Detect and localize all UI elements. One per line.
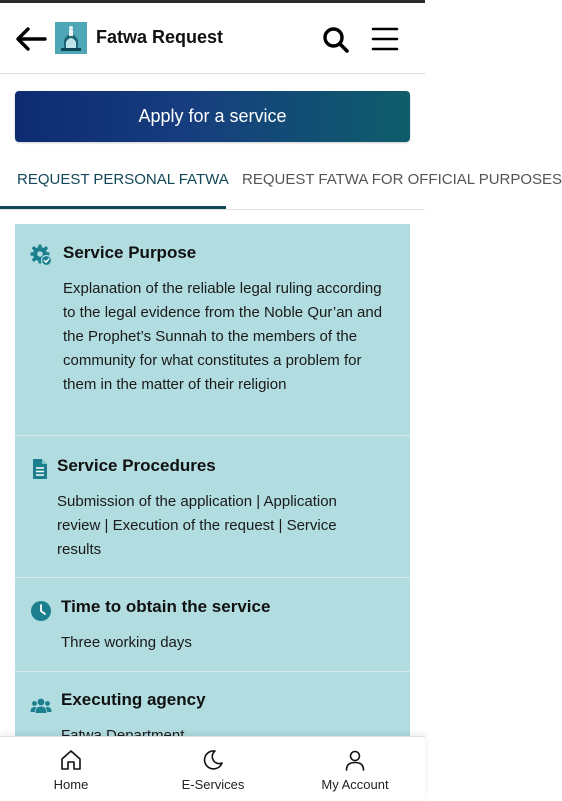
nav-my-account-label: My Account xyxy=(321,777,389,792)
app-logo xyxy=(55,22,87,54)
users-icon xyxy=(30,694,52,716)
apply-for-service-button[interactable]: Apply for a service xyxy=(15,91,410,142)
tab-official-fatwa[interactable]: REQUEST FATWA FOR OFFICIAL PURPOSES xyxy=(242,170,562,188)
page-title: Fatwa Request xyxy=(96,27,224,47)
menu-button[interactable] xyxy=(370,25,400,53)
service-procedures-title: Service Procedures xyxy=(57,456,216,475)
bottom-navigation xyxy=(0,736,425,800)
gear-check-icon xyxy=(30,244,52,266)
document-icon xyxy=(29,458,51,480)
hamburger-menu-icon xyxy=(370,25,400,53)
back-button[interactable] xyxy=(14,25,48,53)
service-purpose-text: Explanation of the reliable legal ruling according to the legal evidence from the Noble Qur’an and the Prophet’s Sunnah to the members of the community for what constitutes a problem for them in the matter of their religion xyxy=(63,280,383,393)
user-icon xyxy=(343,748,367,772)
service-details-card xyxy=(15,224,410,736)
executing-agency-title: Executing agency xyxy=(61,690,206,709)
service-procedures-text: Submission of the application | Application review | Execution of the request | Service results xyxy=(57,493,337,558)
home-icon xyxy=(59,748,83,772)
service-time-title: Time to obtain the service xyxy=(61,597,271,616)
arrow-left-icon xyxy=(14,25,48,53)
search-icon xyxy=(321,25,351,55)
clock-icon xyxy=(30,600,52,622)
service-purpose-title: Service Purpose xyxy=(63,243,197,262)
app-header xyxy=(0,3,425,74)
nav-e-services-label: E-Services xyxy=(181,777,245,792)
nav-e-services[interactable] xyxy=(172,737,254,801)
nav-home-label: Home xyxy=(53,777,89,792)
search-button[interactable] xyxy=(321,25,351,55)
nav-my-account[interactable] xyxy=(310,737,400,801)
service-time-text: Three working days xyxy=(61,634,192,651)
service-tabs xyxy=(0,150,562,210)
tab-personal-fatwa[interactable]: REQUEST PERSONAL FATWA xyxy=(0,150,226,208)
service-purpose-section xyxy=(15,224,410,436)
service-time-section xyxy=(15,578,410,672)
nav-home[interactable] xyxy=(40,737,102,801)
crescent-moon-icon xyxy=(201,748,225,772)
service-procedures-section xyxy=(15,436,410,578)
